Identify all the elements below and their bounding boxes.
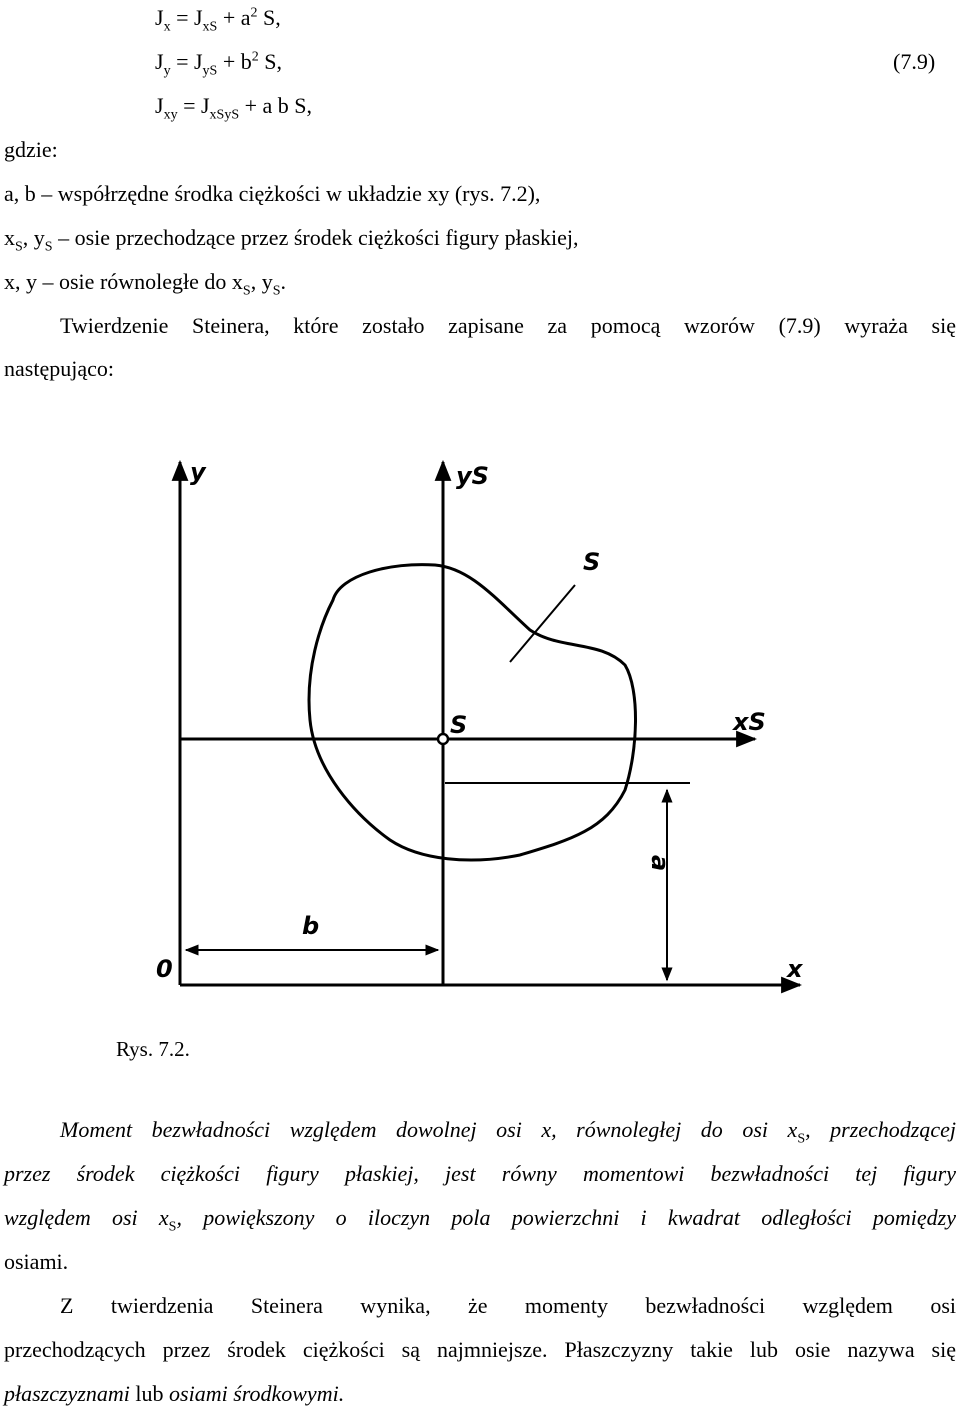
figure-caption: Rys. 7.2. [116,1037,190,1061]
equation-jy: $J_y = J_{yS} + b^2$ S, [155,49,282,79]
definition-x-y: x, y – osie równoległe do $x_S$, $y_S$. [4,269,286,299]
equation-jx: $J_x = J_{xS} + a^2$ S, [155,5,281,35]
label-origin: 0 [156,955,173,983]
plane-figure-outline [309,565,635,860]
area-leader-line [510,585,575,662]
intro-line-2: następująco: [4,356,114,381]
label-a: a [646,855,674,872]
label-b: b [302,912,320,940]
label-area-s: S [583,548,601,576]
definition-ab: a, b – współrzędne środka ciężkości w układzie xy (rys. 7.2), [4,181,541,206]
theorem-line-4: osiami. [4,1249,69,1274]
label-y: y [190,458,206,486]
intro-line-1: Twierdzenie Steinera, które zostało zapisane za pomocą wzorów (7.9) wyraża się [60,313,956,338]
label-xs: xS [733,708,766,736]
theorem-line-3: względem osi $x_S$, powiększony o iloczyn pola powierzchni i kwadrat odległości pomiędzy [4,1205,956,1235]
centroid-marker [438,734,448,744]
equation-jxy: $J_{xy} = J_{xSyS} + a$ b S, [155,93,313,123]
conclusion-line-3: płaszczyznami lub osiami środkowymi. [4,1381,345,1406]
label-centroid-s: S [450,711,468,739]
label-ys: yS [456,462,489,490]
definition-xs-ys: $x_S$, $y_S$ – osie przechodzące przez środek ciężkości figury płaskiej, [4,225,579,255]
label-x: x [787,955,803,983]
conclusion-line-1: Z twierdzenia Steinera wynika, że momenty bezwładności względem osi [60,1293,956,1318]
equation-number: (7.9) [893,49,936,74]
theorem-line-2: przez środek ciężkości figury płaskiej, jest równy momentowi bezwładności tej figury [4,1161,956,1186]
where-label: gdzie: [4,137,58,162]
theorem-line-1: Moment bezwładności względem dowolnej osi x, równoległej do osi $x_S$, przechodzącej [60,1117,956,1147]
conclusion-line-2: przechodzących przez środek ciężkości są najmniejsze. Płaszczyzny takie lub osie nazywa się [4,1337,956,1362]
